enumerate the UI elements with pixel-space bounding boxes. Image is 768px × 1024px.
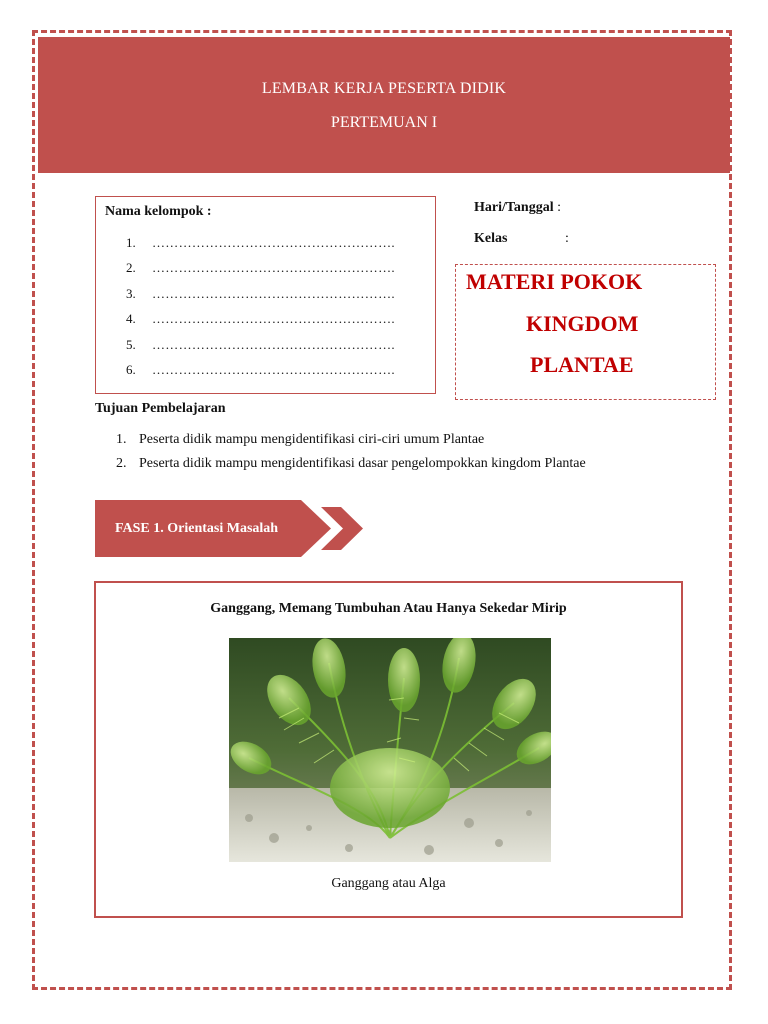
fill-in-dots: ……………………………………………….: [152, 235, 395, 250]
worksheet-title: LEMBAR KERJA PESERTA DIDIK: [261, 80, 507, 97]
group-member-line[interactable]: [126, 337, 395, 362]
materi-line-3: PLANTAE: [530, 352, 634, 377]
list-number: 5.: [126, 336, 136, 352]
list-number: 4.: [126, 311, 136, 327]
phase-label: FASE 1. Orientasi Masalah: [115, 521, 279, 536]
photo-caption: Ganggang atau Alga: [331, 876, 446, 891]
fill-in-dots: ……………………………………………….: [152, 285, 395, 301]
group-member-list: [126, 235, 395, 387]
objective-item: [116, 432, 586, 456]
class-colon: :: [565, 231, 569, 246]
group-member-line[interactable]: [126, 311, 395, 336]
objective-text: Peserta didik mampu mengidentifikasi dasar pengelompokkan kingdom Plantae: [139, 456, 586, 471]
date-colon: :: [557, 200, 562, 215]
group-label: Nama kelompok :: [105, 204, 212, 219]
list-number: 3.: [126, 285, 136, 301]
learning-objectives-list: [116, 432, 586, 480]
list-number: 6.: [126, 361, 136, 377]
group-names-box: [95, 196, 436, 394]
group-member-line[interactable]: [126, 235, 395, 260]
date-label: Hari/Tanggal: [474, 200, 554, 215]
group-member-line[interactable]: [126, 286, 395, 311]
materi-line-2: KINGDOM: [526, 311, 639, 336]
article-title: Ganggang, Memang Tumbuhan Atau Hanya Sekedar Mirip: [210, 601, 567, 616]
learning-objectives-title: Tujuan Pembelajaran: [95, 401, 226, 416]
list-number: 2.: [126, 260, 136, 276]
header-band: [38, 37, 730, 173]
fill-in-dots: ……………………………………………….: [152, 311, 395, 327]
list-number: 1.: [126, 235, 136, 250]
list-number: 2.: [116, 456, 127, 471]
list-number: 1.: [116, 432, 127, 447]
materi-pokok-box: [455, 264, 716, 400]
group-member-line[interactable]: [126, 362, 395, 387]
date-field[interactable]: [474, 200, 561, 216]
meeting-title: PERTEMUAN I: [330, 114, 438, 131]
materi-line-1: MATERI POKOK: [466, 269, 643, 294]
objective-text: Peserta didik mampu mengidentifikasi ciri-ciri umum Plantae: [139, 432, 485, 447]
group-member-line[interactable]: [126, 260, 395, 285]
fill-in-dots: ……………………………………………….: [152, 336, 395, 352]
fill-in-dots: ……………………………………………….: [152, 361, 395, 377]
problem-orientation-box: [94, 581, 683, 918]
algae-photo: [229, 638, 551, 862]
objective-item: [116, 456, 586, 480]
class-label: Kelas: [474, 231, 508, 246]
fill-in-dots: ……………………………………………….: [152, 260, 395, 276]
class-field[interactable]: [474, 231, 569, 247]
phase-banner: [95, 500, 365, 557]
